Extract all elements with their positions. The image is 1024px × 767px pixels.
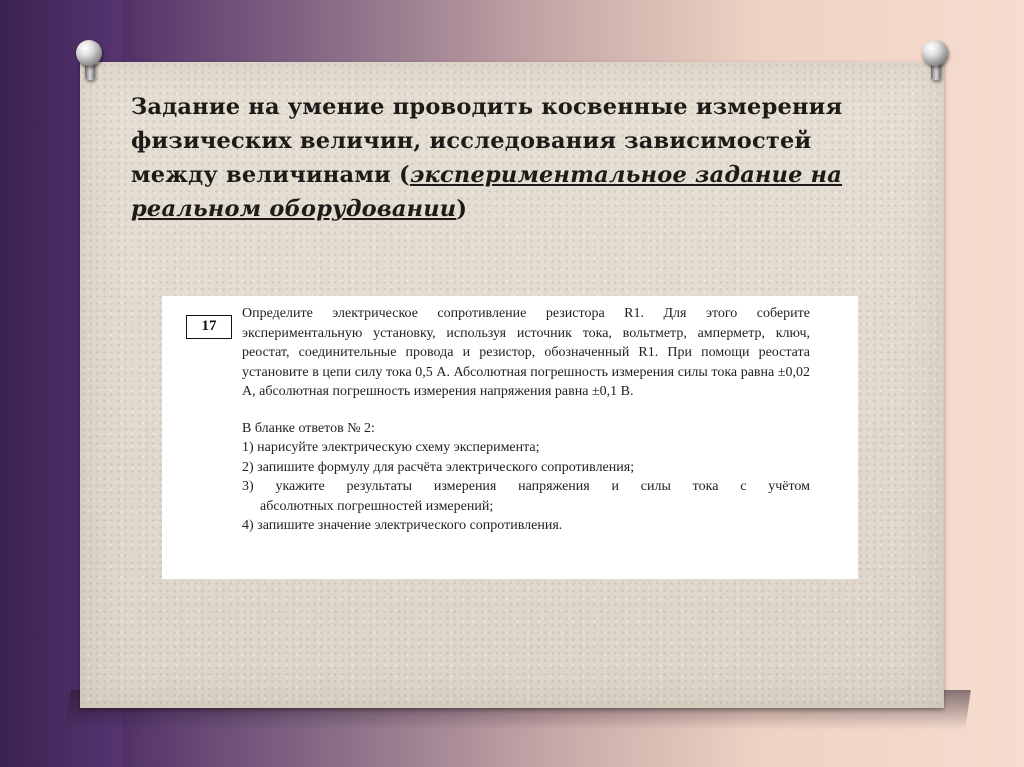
- heading-plain: Задание на умение проводить косвенные измерения физических величин, исследования зависимостей между величинами (: [131, 94, 843, 188]
- task-item: 2) запишите формулу для расчёта электрического сопротивления;: [242, 459, 635, 475]
- pushpin-icon: [72, 40, 106, 74]
- task-item: абсолютных погрешностей измерений;: [260, 498, 494, 514]
- task-number-box: 17: [186, 315, 232, 339]
- task-condition: Определите электрическое сопротивление резистора R1. Для этого соберите экспериментальную установку, используя источник тока, вольтметр, амперметр, ключ, реостат, соединительные провода и резистор, обозначенный R1. При помощи реостата установите в цепи силу тока 0,5 А. Абсолютная погрешность измерения силы тока равна ±0,02 А, абсолютная погрешность измерения напряжения равна ±0,1 В.: [242, 306, 810, 399]
- heading-close: ): [456, 196, 468, 222]
- task-card: [162, 296, 858, 579]
- pushpin-icon: [918, 40, 952, 74]
- heading-emphasis: экспериментальное задание на реальном оборудовании: [131, 162, 843, 222]
- task-item: 3) укажите результаты измерения напряжения и силы тока с учётом: [242, 479, 810, 494]
- task-list: [242, 419, 810, 536]
- task-list-intro: В бланке ответов № 2:: [242, 420, 375, 436]
- task-item: 1) нарисуйте электрическую схему эксперимента;: [242, 440, 540, 455]
- task-item: 4) запишите значение электрического сопротивления.: [242, 518, 563, 533]
- task-text: [242, 304, 810, 536]
- slide-heading: [131, 90, 891, 226]
